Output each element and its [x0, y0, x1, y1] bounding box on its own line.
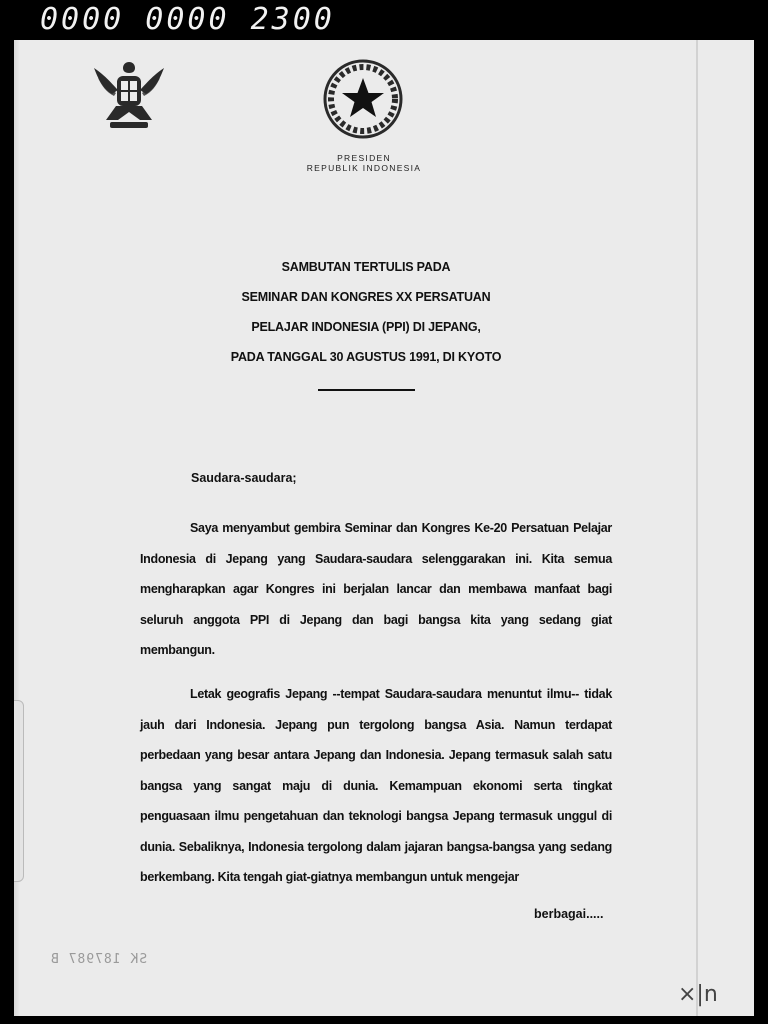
page-fold-line: [696, 40, 698, 1016]
office-heading: [234, 153, 494, 173]
title-line-3: PELAJAR INDONESIA (PPI) DI JEPANG,: [251, 320, 481, 334]
office-line-president: PRESIDEN: [337, 153, 391, 163]
title-line-1: SAMBUTAN TERTULIS PADA: [281, 260, 451, 274]
office-line-republic: REPUBLIK INDONESIA: [306, 163, 422, 173]
title-divider: [318, 389, 415, 391]
presidential-star-seal-icon: [320, 56, 406, 142]
document-page: [14, 40, 754, 1016]
continuation-word: berbagai.....: [534, 907, 604, 921]
archive-stamp: SK 187987 B: [50, 952, 148, 967]
film-frame-counter: 0000 0000 2300: [40, 2, 335, 37]
salutation: Saudara-saudara;: [191, 471, 297, 485]
document-title: [174, 252, 558, 372]
paragraph-2: Letak geografis Jepang --tempat Saudara-saudara menuntut ilmu-- tidak jauh dari Indonesia. Jepang pun tergolong bangsa Asia. Namun terdapat perbedaan yang besar antara Jepang dan Indonesia. Jepang termasuk salah satu bangsa yang sangat maju di dunia. Kemampuan ekonomi serta tingkat penguasaan ilmu pengetahuan dan teknologi bangsa Jepang termasuk unggul di dunia. Sebaliknya, Indonesia tergolong dalam jajaran bangsa-bangsa yang sedang berkembang. Kita tengah giat-giatnya membangun untuk mengejar: [140, 687, 612, 884]
title-line-4: PADA TANGGAL 30 AGUSTUS 1991, DI KYOTO: [230, 350, 502, 364]
garuda-emblem-icon: [86, 54, 172, 140]
corner-mark: ×|n: [678, 982, 718, 1007]
title-line-2: SEMINAR DAN KONGRES XX PERSATUAN: [241, 290, 491, 304]
binder-clip-tab: [14, 700, 24, 882]
paragraph-1: Saya menyambut gembira Seminar dan Kongres Ke-20 Persatuan Pelajar Indonesia di Jepang yang Saudara-saudara selenggarakan ini. Kita semua mengharapkan agar Kongres ini berjalan lancar dan membawa manfaat bagi seluruh anggota PPI di Jepang dan bagi bangsa kita yang sedang giat membangun.: [140, 521, 612, 657]
